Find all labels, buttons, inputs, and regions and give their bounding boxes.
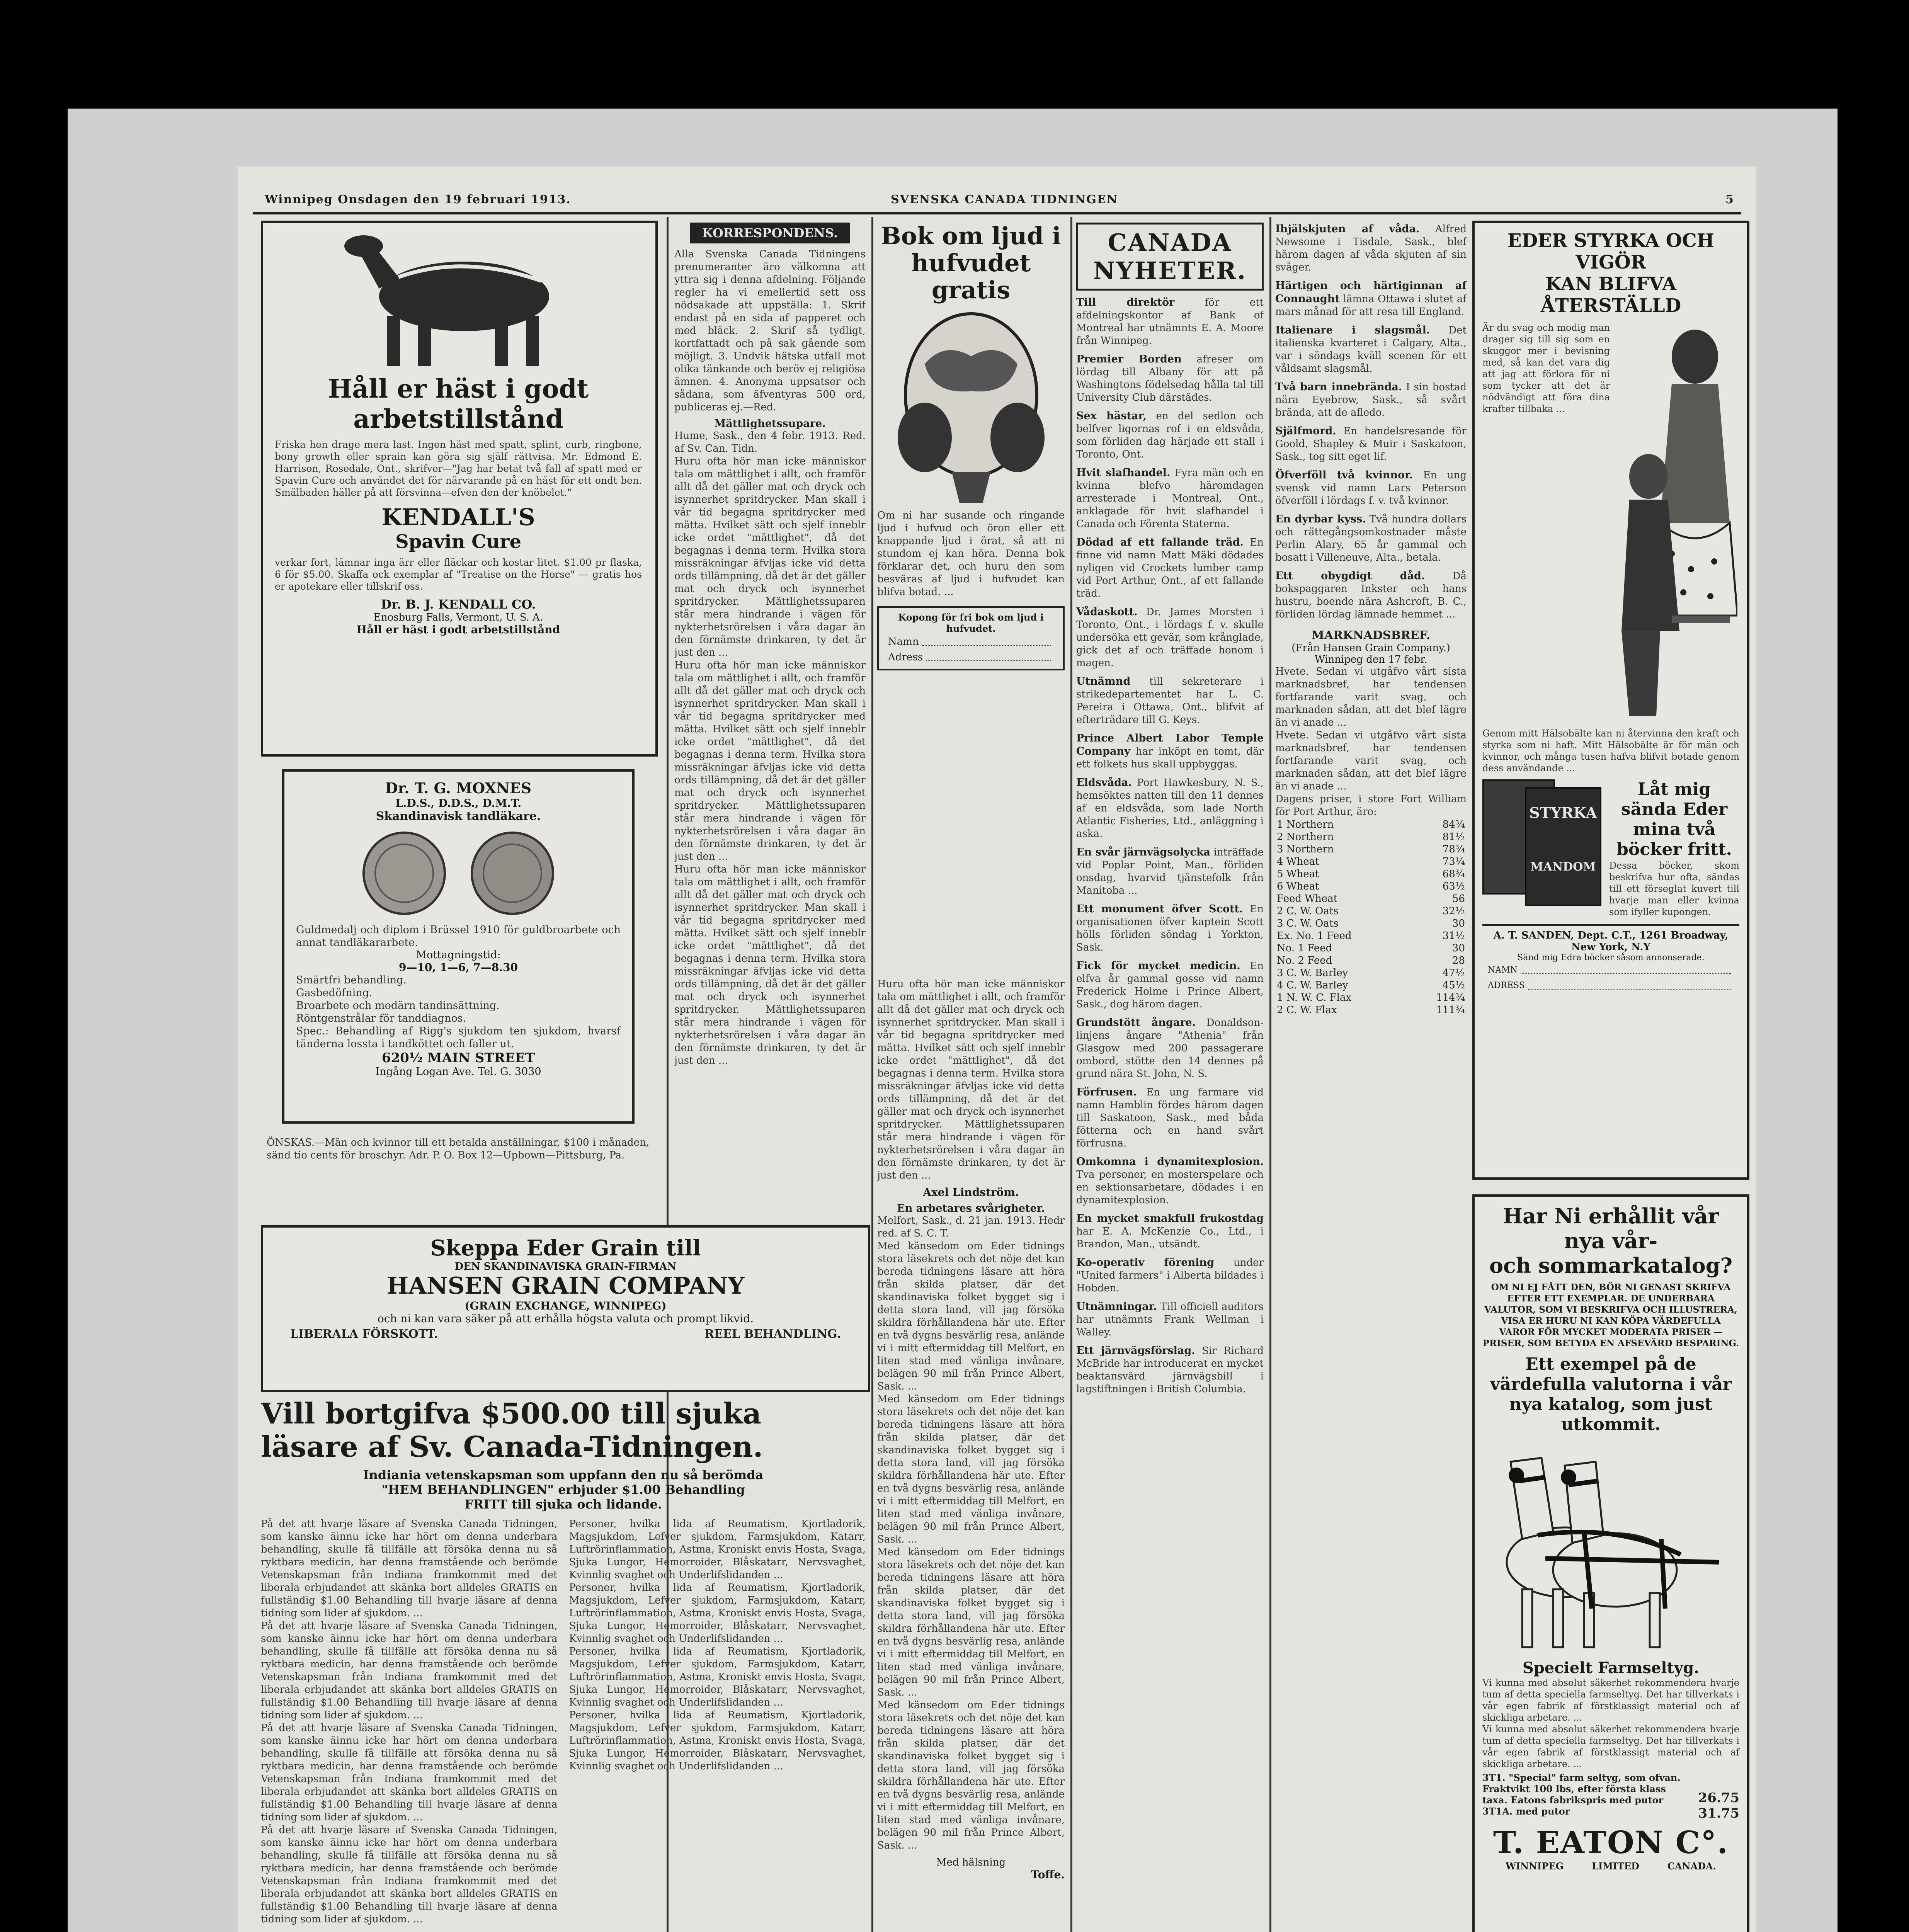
eaton-limited: LIMITED bbox=[1592, 1861, 1639, 1872]
head-diagram-icon bbox=[882, 310, 1060, 503]
price-row bbox=[1275, 880, 1467, 893]
news-item-lead: Sex hästar, bbox=[1076, 410, 1147, 422]
news-item-lead: Ett monument öfver Scott. bbox=[1076, 903, 1243, 915]
price-value: 30 bbox=[1452, 918, 1465, 929]
marknad-source: (Från Hansen Grain Company.) bbox=[1291, 642, 1450, 654]
article2-body-cont3: Med känsedom om Eder tidnings stora läsekrets och det nöje det kan bereda tidningens läsare att höra från skilda platser, där det skandinaviska folket bygget sig i detta stora land, vill jag försöka skildra förhållandena här ute. Efter en två dygns besvärlig resa, anlände vi i mitt eftermiddag till Melfort, en liten stad med vänliga invånare, belägen 90 mil från Prince Albert, Sask. ... bbox=[877, 1699, 1065, 1851]
harness-horses-icon bbox=[1487, 1439, 1735, 1655]
article2-sign: Toffe. bbox=[1031, 1868, 1065, 1881]
news-item bbox=[1076, 536, 1264, 600]
kendall-footer: Håll er häst i godt arbetstillstånd bbox=[356, 623, 560, 636]
onskas-ad: ÖNSKAS.—Män och kvinnor till ett betalda anställningar, $100 i månaden, sänd tio cents för broschyr. Adr. P. O. Box 12—Upbown—Pittsburg, Pa. bbox=[267, 1137, 649, 1161]
kendall-maker: Dr. B. J. KENDALL CO. bbox=[381, 597, 536, 612]
marknad-body-cont: Hvete. Sedan vi utgåfvo vårt sista marknadsbref, har tendensen fortfarande varit svag, och marknaden sådan, att det blef lägre än vi anade ... bbox=[1275, 730, 1467, 792]
eaton-headline2: och sommarkatalog? bbox=[1489, 1253, 1733, 1278]
moxnes-name: Dr. T. G. MOXNES bbox=[385, 779, 532, 797]
price-value: 47½ bbox=[1442, 967, 1465, 979]
hansen-body: och ni kan vara säker på att erhålla högsta valuta och prompt likvid. bbox=[377, 1312, 754, 1325]
price-row bbox=[1275, 831, 1467, 843]
bortgifva-sub3: FRITT till sjuka och lidande. bbox=[464, 1497, 662, 1512]
bortgifva-ad bbox=[261, 1397, 866, 1932]
kendall-product: Spavin Cure bbox=[395, 531, 521, 553]
price-row bbox=[1275, 942, 1467, 954]
bortgifva-headline1: Vill bortgifva $500.00 till sjuka bbox=[261, 1397, 762, 1430]
header-rule bbox=[253, 212, 1741, 214]
news-item bbox=[1076, 466, 1264, 531]
bok-body: Om ni har susande och ringande ljud i hufvud och öron eller ett knappande ljud i örat, så att ni stundom ej kan höra. Denna bok förklarar det, och huru den som besväras af ljud i hufvudet kan blifva botad. ... bbox=[877, 510, 1065, 598]
medal-icon bbox=[300, 827, 617, 920]
price-value: 30 bbox=[1452, 942, 1465, 954]
bortgifva-body-left-cont2: På det att hvarje läsare af Svenska Canada Tidningen, som kanske äinnu icke har hört om denna underbara behandling, skulle få tillfälle att försöka denna nu så ryktbara medicin, har denna framstående och berömde Vetenskapsman från Indiana framkommit med det liberala erbjudandet att skänka bort alldeles GRATIS en fullständig $1.00 Behandling till hvarje läsare af denna tidning som lider af sjukdom. ... bbox=[261, 1722, 558, 1823]
eaton-body-cont: Vi kunna med absolut säkerhet rekommendera hvarje tum af detta speciella farmseltyg. Det har tillverkats i vår egen fabrik af förstklassigt material och af skickliga arbetare. ... bbox=[1482, 1724, 1739, 1769]
eaton-price2: 31.75 bbox=[1698, 1806, 1739, 1821]
price-grade: 1 Northern bbox=[1277, 819, 1334, 830]
sanden-adress-field[interactable] bbox=[1528, 978, 1731, 990]
news-item-text: Dr. James Morsten i Toronto, Ont., i lördags f. v. skulle undersöka ett gevär, som krånglade, gick det af och träffade honom i magen. bbox=[1076, 606, 1264, 669]
news-item-text: till sekreterare i strikedepartementet har L. C. Pereira i Ottawa, Ont., blifvit af efterträdare till G. Keys. bbox=[1076, 676, 1264, 726]
price-value: 78¾ bbox=[1442, 844, 1465, 855]
moxnes-service: Broarbete och modärn tandinsättning. bbox=[296, 1000, 500, 1012]
news-item-lead: Ett järnvägsförslag. bbox=[1076, 1345, 1195, 1357]
moxnes-title: Skandinavisk tandläkare. bbox=[376, 810, 541, 823]
moxnes-entrance: Ingång Logan Ave. Tel. G. 3030 bbox=[375, 1066, 541, 1078]
news-item-text: under "United farmers" i Alberta bildades i Hobden. bbox=[1076, 1257, 1264, 1294]
bok-address-label: Adress bbox=[888, 651, 923, 663]
korrespondens-column-cont bbox=[877, 978, 1065, 1932]
news-item bbox=[1076, 1155, 1264, 1207]
article2-heading: En arbetares svårigheter. bbox=[897, 1202, 1045, 1214]
news-item-text: En ung farmare vid namn Hamblin fördes härom dagen till Saskatoon, Sask., med båda fötterna och en hand svårt förfrusna. bbox=[1076, 1087, 1264, 1149]
news-item-text: Alfred Newsome i Tisdale, Sask., blef härom dagen af våda skjuten af sin svåger. bbox=[1275, 223, 1467, 273]
price-row bbox=[1275, 930, 1467, 942]
scan-frame bbox=[68, 109, 1838, 1932]
moxnes-medal: Guldmedalj och diplom i Brüssel 1910 för guldbroarbete och annat tandläkararbete. bbox=[296, 924, 621, 949]
hansen-exchange: (GRAIN EXCHANGE, WINNIPEG) bbox=[464, 1299, 667, 1312]
news-item-lead: En mycket smakfull frukostdag bbox=[1076, 1213, 1264, 1225]
news-item-text: Port Hawkesbury, N. S., hemsöktes natten till den 11 dennes af en eldsvåda, som lade North Atlantic Fisheries, Ltd., anläggning i aska. bbox=[1076, 777, 1264, 840]
news-item bbox=[1275, 279, 1467, 318]
news-item-text: afreser om lördag till Albany för att på Washingtons födelsedag hålla tal till University Club därstädes. bbox=[1076, 354, 1264, 403]
news-item-text: Då bokspaggaren Inkster och hans hustru, boende nära Ashcroft, B. C., förliden lördag lämnade hemmet ... bbox=[1275, 570, 1467, 620]
news-item bbox=[1076, 1300, 1264, 1339]
news-item-text: en del sedlon och belfver ligornas rof i en eldsvåda, som förliden dag härjade ett stall i Toronto, Ont. bbox=[1076, 410, 1264, 460]
newspaper-page bbox=[238, 167, 1756, 1932]
horse-illustration-icon bbox=[340, 231, 572, 370]
news-item-text: för ett afdelningskontor af Bank of Montreal har utnämnts E. A. Moore från Winnipeg. bbox=[1076, 297, 1264, 347]
hansen-ad bbox=[261, 1225, 870, 1392]
news-item bbox=[1076, 1086, 1264, 1150]
price-value: 84¾ bbox=[1442, 819, 1465, 830]
price-value: 32½ bbox=[1442, 905, 1465, 917]
news-item bbox=[1076, 353, 1264, 404]
price-row bbox=[1275, 905, 1467, 917]
column-rule bbox=[1070, 217, 1072, 1932]
bortgifva-body-left: På det att hvarje läsare af Svenska Canada Tidningen, som kanske äinnu icke har hört om denna underbara behandling, skulle få tillfälle att försöka denna nu så ryktbara medicin, har denna framstående och berömde Vetenskapsman från Indiana framkommit med det liberala erbjudandet att skänka bort alldeles GRATIS en fullständig $1.00 Behandling till hvarje läsare af denna tidning som lider af sjukdom. ... bbox=[261, 1518, 558, 1619]
news-item-lead: En svår järnvägsolycka bbox=[1076, 846, 1211, 858]
news-item bbox=[1076, 410, 1264, 461]
price-grade: No. 1 Feed bbox=[1277, 942, 1332, 954]
header-title: SVENSKA CANADA TIDNINGEN bbox=[891, 193, 1118, 206]
price-value: 68¾ bbox=[1442, 868, 1465, 880]
kendall-body: Friska hen drage mera last. Ingen häst med spatt, splint, curb, ringbone, bony growth eller sprain kan göra sig själf rättvisa. Mr. Edmond E. Harrison, Rosedale, Ont., skrifver—"Jag har betat två fall af spatt med er Spavin Cure och användet det för närvarande på en häst för ett ondt ben. Smälbaden häller på att försvinna—efven den der knöbelet." bbox=[275, 439, 642, 498]
bortgifva-body-right-cont3: Personer, hvilka lida af Reumatism, Kjortladorik, Magsjukdom, Lefver sjukdom, Farmsjukdom, Katarr, Luftrörinflammation, Astma, Kroniskt envis Hosta, Svaga, Sjuka Lungor, Hemorroider, Blåskatarr, Nervsvaghet, Kvinnlig svaghet och Underlifslidanden ... bbox=[569, 1709, 866, 1772]
price-grade: 1 N. W. C. Flax bbox=[1277, 992, 1352, 1003]
bortgifva-headline2: läsare af Sv. Canada-Tidningen. bbox=[261, 1430, 763, 1464]
news-item bbox=[1275, 381, 1467, 419]
news-item-lead: Till direktör bbox=[1076, 296, 1175, 308]
price-row bbox=[1275, 855, 1467, 868]
news-item-text: I sin bostad nära Eyebrow, Sask., så svårt brända, att de afledo. bbox=[1275, 381, 1467, 418]
news-item-text: En finne vid namn Matt Mäki dödades nyligen vid Crockets lumber camp vid Port Arthur, Ont., af ett fallande träd. bbox=[1076, 537, 1264, 599]
news-item-lead: Omkomna i dynamitexplosion. bbox=[1076, 1156, 1264, 1168]
news-item bbox=[1076, 846, 1264, 897]
news-item-text: Fyra män och en kvinna blefvo häromdagen arresterade i Montreal, Ont., anklagade för hvit slafhandel i Canada och Förenta Staterna. bbox=[1076, 467, 1264, 530]
article1-body: Huru ofta hör man icke människor tala om mättlighet i allt, och framför allt då det gäller mat och dryck och isynnerhet spritdrycker. Man skall i vår tid begagna spritdrycker med mätta. Hvilket sätt och sjelf inneblr icke ordet "mättlighet", då det begagnas i denna term. Hvilka stora missräkningar äfvljas icke vid detta ords tillämpning, då det är det gäller mat och dryck och isynnerhet spritdrycker. Mättlighetssuparen står mera hindrande i vägen för nykterhetsrörelsen i våra dagar än den förnämste drinkaren, ty det är just den ... bbox=[674, 456, 866, 658]
bok-headline: Bok om ljud i hufvudet gratis bbox=[881, 223, 1061, 304]
price-value: 114¾ bbox=[1436, 992, 1465, 1003]
news-item-lead: Premier Borden bbox=[1076, 353, 1182, 365]
news-item bbox=[1275, 223, 1467, 274]
article2-closing: Med hälsning bbox=[936, 1857, 1006, 1868]
news-item-text: Donaldson-linjens ångare "Athenia" från Glasgow med 200 passagerare ombord, stötte den 14 dennes på grund nära St. John, N. S. bbox=[1076, 1017, 1264, 1080]
news-item-lead: Italienare i slagsmål. bbox=[1275, 324, 1430, 336]
article2-body-cont: Med känsedom om Eder tidnings stora läsekrets och det nöje det kan bereda tidningens läsare att höra från skilda platser, där det skandinaviska folket bygget sig i detta stora land, vill jag försöka skildra förhållandena här ute. Efter en två dygns besvärlig resa, anlände vi i mitt eftermiddag till Melfort, en liten stad med vänliga invånare, belägen 90 mil från Prince Albert, Sask. ... bbox=[877, 1393, 1065, 1545]
article1-dateline: Hume, Sask., den 4 febr. 1913. Red. af Sv. Can. Tidn. bbox=[674, 430, 866, 454]
sanden-book-sub: MANDOM bbox=[1530, 860, 1596, 874]
price-grade: 3 C. W. Oats bbox=[1277, 918, 1339, 929]
canada-right-column bbox=[1275, 223, 1467, 1932]
canada-nyheter-heading: CANADA NYHETER. bbox=[1076, 223, 1264, 291]
sanden-headline1: EDER STYRKA OCH VIGÖR bbox=[1507, 230, 1715, 273]
korrespondens-heading: KORRESPONDENS. bbox=[690, 223, 850, 243]
news-item-lead: Dödad af ett fallande träd. bbox=[1076, 536, 1244, 548]
sanden-offer-body: Dessa böcker, skom beskrifva hur ofta, sändas till ett förseglat kuvert till hvarje man eller kvinna som ifyller kupongen. bbox=[1609, 860, 1739, 917]
moxnes-address: 620½ MAIN STREET bbox=[381, 1050, 535, 1066]
news-item-lead: Ko-operativ förening bbox=[1076, 1257, 1214, 1269]
moxnes-hours-label: Mottagningstid: bbox=[416, 949, 501, 961]
news-item-text: inträffade vid Poplar Point, Man., förliden onsdag, hvarvid tjänstefolk från Manitoba ... bbox=[1076, 847, 1264, 896]
article1-sign: Axel Lindström. bbox=[923, 1186, 1019, 1199]
price-grade: 4 Wheat bbox=[1277, 856, 1319, 867]
bortgifva-body-right-cont2: Personer, hvilka lida af Reumatism, Kjortladorik, Magsjukdom, Lefver sjukdom, Farmsjukdom, Katarr, Luftrörinflammation, Astma, Kroniskt envis Hosta, Svaga, Sjuka Lungor, Hemorroider, Blåskatarr, Nervsvaghet, Kvinnlig svaghet och Underlifslidanden ... bbox=[569, 1646, 866, 1708]
article2-body-cont2: Med känsedom om Eder tidnings stora läsekrets och det nöje det kan bereda tidningens läsare att höra från skilda platser, där det skandinaviska folket bygget sig i detta stora land, vill jag försöka skildra förhållandena här ute. Efter en två dygns besvärlig resa, anlände vi i mitt eftermiddag till Melfort, en liten stad med vänliga invånare, belägen 90 mil från Prince Albert, Sask. ... bbox=[877, 1546, 1065, 1698]
news-item-text: Två hundra dollars och rättegångsomkostnader måste Perlin Alary, 65 år gammal och bosatt i Villeneuve, Alta., betala. bbox=[1275, 514, 1467, 563]
news-item-lead: Hvit slafhandel. bbox=[1076, 467, 1171, 479]
news-item bbox=[1275, 513, 1467, 564]
price-grade: Ex. No. 1 Feed bbox=[1277, 930, 1352, 942]
eaton-body: Vi kunna med absolut säkerhet rekommendera hvarje tum af detta speciella farmseltyg. Det har tillverkats i vår egen fabrik af förstklassigt material och af skickliga arbetare. ... bbox=[1482, 1677, 1739, 1723]
eaton-item1: 3T1. "Special" farm seltyg, som ofvan. Fraktvikt 100 lbs, efter första klass taxa. Eatons fabrikspris med putor bbox=[1482, 1772, 1681, 1806]
price-row bbox=[1275, 992, 1467, 1004]
news-item-lead: Vådaskott. bbox=[1076, 606, 1138, 618]
price-row bbox=[1275, 893, 1467, 905]
price-row bbox=[1275, 1004, 1467, 1016]
news-item-text: har E. A. McKenzie Co., Ltd., i Brandon, Man., utsändt. bbox=[1076, 1226, 1264, 1250]
price-grade: 6 Wheat bbox=[1277, 881, 1319, 892]
marknad-body: Hvete. Sedan vi utgåfvo vårt sista marknadsbref, har tendensen fortfarande varit svag, och marknaden sådan, att det blef lägre än vi anade ... bbox=[1275, 666, 1467, 728]
price-value: 31½ bbox=[1442, 930, 1465, 942]
price-grade: 3 C. W. Barley bbox=[1277, 967, 1348, 979]
hansen-line2: DEN SKANDINAVISKA GRAIN-FIRMAN bbox=[454, 1261, 677, 1272]
article1-body-cont2: Huru ofta hör man icke människor tala om mättlighet i allt, och framför allt då det gäller mat och dryck och isynnerhet spritdrycker. Man skall i vår tid begagna spritdrycker med mätta. Hvilket sätt och sjelf inneblr icke ordet "mättlighet", då det begagnas i denna term. Hvilka stora missräkningar äfvljas icke vid detta ords tillämpning, då det är det gäller mat och dryck och isynnerhet spritdrycker. Mättlighetssuparen står mera hindrande i vägen för nykterhetsrörelsen i våra dagar än den förnämste drinkaren, ty det är just den ... bbox=[674, 864, 866, 1066]
price-value: 63½ bbox=[1442, 881, 1465, 892]
news-item bbox=[1076, 1344, 1264, 1396]
sanden-body2: Genom mitt Hälsobälte kan ni återvinna den kraft och styrka som ni haft. Mitt Hälsobälte är för män och kvinnor, och många tusen hafva blifvit botade genom dess användande ... bbox=[1482, 728, 1739, 774]
news-item-text: Till officiell auditors har utnämnts Frank Wellman i Walley. bbox=[1076, 1301, 1264, 1338]
bortgifva-sub1: Indiania vetenskapsman som uppfann den nu så berömda bbox=[363, 1468, 764, 1482]
eaton-headline3: Ett exempel på de värdefulla valutorna i vår nya katalog, som just utkommit. bbox=[1490, 1354, 1732, 1434]
news-item bbox=[1076, 605, 1264, 670]
news-item bbox=[1076, 296, 1264, 347]
hansen-left: LIBERALA FÖRSKOTT. bbox=[290, 1327, 438, 1341]
kendall-address: Enosburg Falls, Vermont, U. S. A. bbox=[373, 612, 543, 623]
article2-body: Med känsedom om Eder tidnings stora läsekrets och det nöje det kan bereda tidningens läsare att höra från skilda platser, där det skandinaviska folket bygget sig i detta stora land, vill jag försöka skildra förhållandena här ute. Efter en två dygns besvärlig resa, anlände vi i mitt eftermiddag till Melfort, en liten stad med vänliga invånare, belägen 90 mil från Prince Albert, Sask. ... bbox=[877, 1240, 1065, 1392]
article1-body-cont: Huru ofta hör man icke människor tala om mättlighet i allt, och framför allt då det gäller mat och dryck och isynnerhet spritdrycker. Man skall i vår tid begagna spritdrycker med mätta. Hvilket sätt och sjelf inneblr icke ordet "mättlighet", då det begagnas i denna term. Hvilka stora missräkningar äfvljas icke vid detta ords tillämpning, då det är det gäller mat och dryck och isynnerhet spritdrycker. Mättlighetssuparen står mera hindrande i vägen för nykterhetsrörelsen i våra dagar än den förnämste drinkaren, ty det är just den ... bbox=[674, 660, 866, 862]
marknad-heading: MARKNADSBREF. bbox=[1311, 629, 1431, 642]
hansen-line1: Skeppa Eder Grain till bbox=[430, 1235, 701, 1261]
news-item-lead: Prince Albert Labor Temple Company bbox=[1076, 732, 1264, 757]
moxnes-degrees: L.D.S., D.D.S., D.M.T. bbox=[395, 797, 522, 810]
eaton-item2: 3T1A. med putor bbox=[1482, 1806, 1570, 1817]
moxnes-ad bbox=[282, 769, 635, 1124]
price-grade: 5 Wheat bbox=[1277, 868, 1319, 880]
news-item-lead: Själfmord. bbox=[1275, 425, 1336, 437]
news-item-lead: En dyrbar kyss. bbox=[1275, 513, 1366, 525]
news-item-lead: Två barn innebrända. bbox=[1275, 381, 1402, 393]
news-item bbox=[1076, 1256, 1264, 1295]
news-item bbox=[1076, 903, 1264, 954]
hansen-name: HANSEN GRAIN COMPANY bbox=[386, 1272, 745, 1299]
price-value: 45½ bbox=[1442, 980, 1465, 991]
bok-name-field[interactable] bbox=[922, 634, 1051, 646]
canada-nyheter-items bbox=[1076, 296, 1264, 1396]
moxnes-hours: 9—10, 1—6, 7—8.30 bbox=[398, 961, 518, 974]
price-row bbox=[1275, 917, 1467, 930]
news-item-text: Tva personer, en mosterspelare och en sektionsarbetare, dödades i en dynamitexplosion. bbox=[1076, 1169, 1264, 1206]
news-item-lead: Förfrusen. bbox=[1076, 1086, 1137, 1098]
price-value: 81½ bbox=[1442, 831, 1465, 843]
eaton-country: CANADA. bbox=[1667, 1861, 1716, 1872]
news-item-lead: Ett obygdigt dåd. bbox=[1275, 570, 1425, 582]
moxnes-service: Gasbedöfning. bbox=[296, 987, 373, 999]
korrespondens-column bbox=[674, 223, 866, 1219]
news-item-text: Sir Richard McBride har introducerat en mycket beaktansvärd järnvägsbill i lagstiftningen i British Columbia. bbox=[1076, 1345, 1264, 1395]
price-value: 56 bbox=[1452, 893, 1465, 905]
eaton-headline1: Har Ni erhållit vår nya vår- bbox=[1502, 1204, 1719, 1253]
sanden-book-title: STYRKA bbox=[1529, 804, 1597, 821]
header-date: Winnipeg Onsdagen den 19 februari 1913. bbox=[265, 193, 571, 206]
news-item bbox=[1076, 776, 1264, 840]
kendall-ad bbox=[261, 221, 658, 757]
marknad-date: Winnipeg den 17 febr. bbox=[1314, 654, 1427, 665]
news-item-lead: Härtigen och härtiginnan af Connaught bbox=[1275, 280, 1467, 305]
price-grade: No. 2 Feed bbox=[1277, 955, 1332, 966]
price-value: 28 bbox=[1452, 955, 1465, 966]
price-grade: 4 C. W. Barley bbox=[1277, 980, 1348, 991]
price-row bbox=[1275, 954, 1467, 967]
sanden-namn-field[interactable] bbox=[1521, 963, 1731, 974]
news-item bbox=[1076, 1212, 1264, 1251]
eaton-logo: T. EATON C°. bbox=[1493, 1824, 1729, 1861]
sanden-books-icon bbox=[1482, 779, 1602, 903]
column-rule bbox=[871, 217, 873, 1932]
moxnes-service: Röntgenstrålar för tanddiagnos. bbox=[296, 1012, 466, 1024]
news-item bbox=[1275, 324, 1467, 375]
sanden-offer-title: Låt mig sända Eder mina två böcker fritt. bbox=[1616, 779, 1732, 859]
news-item-lead: Öfverföll två kvinnor. bbox=[1275, 469, 1413, 481]
news-item-lead: Grundstött ångare. bbox=[1076, 1017, 1196, 1029]
article2-dateline: Melfort, Sask., d. 21 jan. 1913. Hedr red. af S. C. T. bbox=[877, 1215, 1065, 1239]
moxnes-services bbox=[296, 974, 621, 1025]
news-item-text: En ung svensk vid namn Lars Peterson öfverföll i lördags f. v. två kvinnor. bbox=[1275, 469, 1467, 507]
column-rule bbox=[1269, 217, 1271, 1932]
eaton-ad bbox=[1472, 1194, 1749, 1932]
news-item bbox=[1275, 570, 1467, 621]
news-item-lead: Utnämningar. bbox=[1076, 1301, 1157, 1313]
eaton-subhead: Specielt Farmseltyg. bbox=[1522, 1659, 1700, 1677]
sanden-ad bbox=[1472, 221, 1749, 1180]
sanden-namn-label: NAMN bbox=[1488, 965, 1518, 975]
canada-right-items bbox=[1275, 223, 1467, 621]
eaton-city: WINNIPEG bbox=[1506, 1861, 1564, 1872]
bortgifva-body-left-cont: På det att hvarje läsare af Svenska Canada Tidningen, som kanske äinnu icke har hört om denna underbara behandling, skulle få tillfälle att försöka denna nu så ryktbara medicin, har denna framstående och berömde Vetenskapsman från Indiana framkommit med det liberala erbjudandet att skänka bort alldeles GRATIS en fullständig $1.00 Behandling till hvarje läsare af denna tidning som lider af sjukdom. ... bbox=[261, 1620, 558, 1721]
bok-address-field[interactable] bbox=[926, 650, 1051, 661]
price-row bbox=[1275, 979, 1467, 992]
news-item-lead: Eldsvåda. bbox=[1076, 777, 1132, 789]
news-item bbox=[1076, 675, 1264, 726]
price-row bbox=[1275, 818, 1467, 831]
price-row bbox=[1275, 843, 1467, 855]
korrespondens-intro: Alla Svenska Canada Tidningens prenumeranter äro välkomna att yttra sig i denna afdelning. Följande regler ha vi emellertid sett oss nödsakade att uppställa: 1. Skrif endast på en sida af papperet och med bläck. 2. Skrif så tydligt, kortfattadt och på sak gående som möjligt. 3. Undvik hätska utfall mot olika tänkande och beröv ej religiösa ämnen. 4. Anonyma uppsatser och sådana, som äfventyras 500 ord, publiceras ej.—Red. bbox=[674, 248, 866, 413]
sanden-coupon[interactable] bbox=[1482, 924, 1739, 993]
sanden-adress-label: ADRESS bbox=[1488, 981, 1525, 990]
bok-coupon-caption: Kopong för fri bok om ljud i hufvudet. bbox=[898, 612, 1044, 634]
bortgifva-body-right-cont: Personer, hvilka lida af Reumatism, Kjortladorik, Magsjukdom, Lefver sjukdom, Farmsjukdom, Katarr, Luftrörinflammation, Astma, Kroniskt envis Hosta, Svaga, Sjuka Lungor, Hemorroider, Blåskatarr, Nervsvaghet, Kvinnlig svaghet och Underlifslidanden ... bbox=[569, 1582, 866, 1645]
kendall-body2: verkar fort, lämnar inga ärr eller fläckar och kostar litet. $1.00 pr flaska, 6 för $5.00. Skaffa ock exemplar af "Treatise on the Horse" — gratis hos er apotekare eller tillskrif oss. bbox=[275, 557, 642, 592]
news-item-text: lämna Ottawa i slutet af mars månad för att resa till England. bbox=[1275, 293, 1467, 318]
news-item bbox=[1275, 425, 1467, 463]
moxnes-spec: Spec.: Behandling af Rigg's sjukdom ten sjukdom, hvarsf tänderna lossta i tandköttet och faller ut. bbox=[296, 1025, 621, 1050]
eaton-price1: 26.75 bbox=[1698, 1790, 1739, 1806]
bortgifva-body-left-cont3: På det att hvarje läsare af Svenska Canada Tidningen, som kanske äinnu icke har hört om denna underbara behandling, skulle få tillfälle att försöka denna nu så ryktbara medicin, har denna framstående och berömde Vetenskapsman från Indiana framkommit med det liberala erbjudandet att skänka bort alldeles GRATIS en fullständig $1.00 Behandling till hvarje läsare af denna tidning som lider af sjukdom. ... bbox=[261, 1824, 558, 1925]
sanden-address: A. T. SANDEN, Dept. C.T., 1261 Broadway, New York, N.Y bbox=[1493, 930, 1729, 953]
kendall-headline: Håll er häst i godt arbetstillstånd bbox=[328, 374, 589, 434]
bortgifva-sub2: "HEM BEHANDLINGEN" erbjuder $1.00 Behandling bbox=[381, 1482, 745, 1497]
sanden-body: Är du svag och modig man drager sig till sig som en skuggor mer i bevisning med, så kan det vara dig att jag att förlora för ni som tycker att det är nödvändigt att föra dina krafter tillbaka ... bbox=[1482, 322, 1610, 414]
marknad-price-table bbox=[1275, 818, 1467, 1016]
bok-name-label: Namn bbox=[888, 636, 919, 648]
bortgifva-body-right: Personer, hvilka lida af Reumatism, Kjortladorik, Magsjukdom, Lefver sjukdom, Farmsjukdom, Katarr, Luftrörinflammation, Astma, Kroniskt envis Hosta, Svaga, Sjuka Lungor, Hemorroider, Blåskatarr, Nervsvaghet, Kvinnlig svaghet och Underlifslidanden ... bbox=[569, 1518, 866, 1581]
bok-ad bbox=[877, 223, 1065, 968]
kendall-brand: KENDALL'S bbox=[381, 504, 535, 531]
news-item-lead: Ihjälskjuten af våda. bbox=[1275, 223, 1420, 235]
sanden-headline2: KAN BLIFVA ÅTERSTÄLLD bbox=[1540, 273, 1681, 316]
news-item bbox=[1076, 732, 1264, 771]
news-item-lead: Fick för mycket medicin. bbox=[1076, 960, 1240, 972]
news-item-text: En elfva år gammal gosse vid namn Frederick Holme i Prince Albert, Sask., dog härom dagen. bbox=[1076, 960, 1264, 1010]
news-item bbox=[1076, 1016, 1264, 1080]
header-page-number: 5 bbox=[1725, 193, 1734, 206]
news-item-text: En handelsresande för Goold, Shapley & Muir i Saskatoon, Sask., tog sitt eget lif. bbox=[1275, 425, 1467, 463]
price-grade: 2 C. W. Oats bbox=[1277, 905, 1339, 917]
eaton-caps: OM NI EJ FÅTT DEN, BÖR NI GENAST SKRIFVA EFTER ETT EXEMPLAR. DE UNDERBARA VALUTOR, SOM VI BESKRIFVA OCH ILLUSTRERA, VISA ER HURU NI KAN KÖPA VÄRDEFULLA VAROR FÖR MYCKET MODERATA PRISER — PRISER, SOM BETYDA EN AFSEVÄRD BESPARING. bbox=[1482, 1282, 1739, 1349]
news-item-text: En organisationen öfver kaptein Scott hölls förliden söndag i Yorkton, Sask. bbox=[1076, 903, 1264, 953]
sanden-coupon-text: Sänd mig Edra böcker såsom annonserade. bbox=[1517, 953, 1705, 963]
price-row bbox=[1275, 868, 1467, 880]
hansen-right: REEL BEHANDLING. bbox=[704, 1327, 841, 1341]
marknad-prices-label: Dagens priser, i store Fort William för Port Arthur, äro: bbox=[1275, 793, 1467, 818]
news-item-text: Det italienska kvarteret i Calgary, Alta., var i söndags kväll scenen för ett våldsamt slagsmål. bbox=[1275, 325, 1467, 374]
price-grade: 3 Northern bbox=[1277, 844, 1334, 855]
price-grade: 2 Northern bbox=[1277, 831, 1334, 843]
moxnes-service: Smärtfri behandling. bbox=[296, 974, 407, 986]
news-item bbox=[1076, 959, 1264, 1011]
price-grade: Feed Wheat bbox=[1277, 893, 1338, 905]
price-value: 73¼ bbox=[1442, 856, 1465, 867]
news-item-text: har inköpt en tomt, där ett folkets hus skall uppbyggas. bbox=[1076, 746, 1264, 770]
price-row bbox=[1275, 967, 1467, 979]
article1-body-end: Huru ofta hör man icke människor tala om mättlighet i allt, och framför allt då det gäller mat och dryck och isynnerhet spritdrycker. Man skall i vår tid begagna spritdrycker med mätta. Hvilket sätt och sjelf inneblr icke ordet "mättlighet", då det begagnas i denna term. Hvilka stora missräkningar äfvljas icke vid detta ords tillämpning, då det är det gäller mat och dryck och isynnerhet spritdrycker. Mättlighetssuparen står mera hindrande i vägen för nykterhetsrörelsen i våra dagar än den förnämste drinkaren, ty det är just den ... bbox=[877, 978, 1065, 1181]
bok-coupon[interactable] bbox=[877, 606, 1065, 670]
price-grade: 2 C. W. Flax bbox=[1277, 1004, 1337, 1016]
article1-heading: Mättlighetssupare. bbox=[714, 418, 826, 430]
news-item-lead: Utnämnd bbox=[1076, 675, 1131, 687]
news-item bbox=[1275, 469, 1467, 507]
canada-nyheter-column bbox=[1076, 223, 1264, 1932]
price-value: 111¾ bbox=[1436, 1004, 1465, 1016]
couple-illustration-icon bbox=[1614, 322, 1737, 728]
